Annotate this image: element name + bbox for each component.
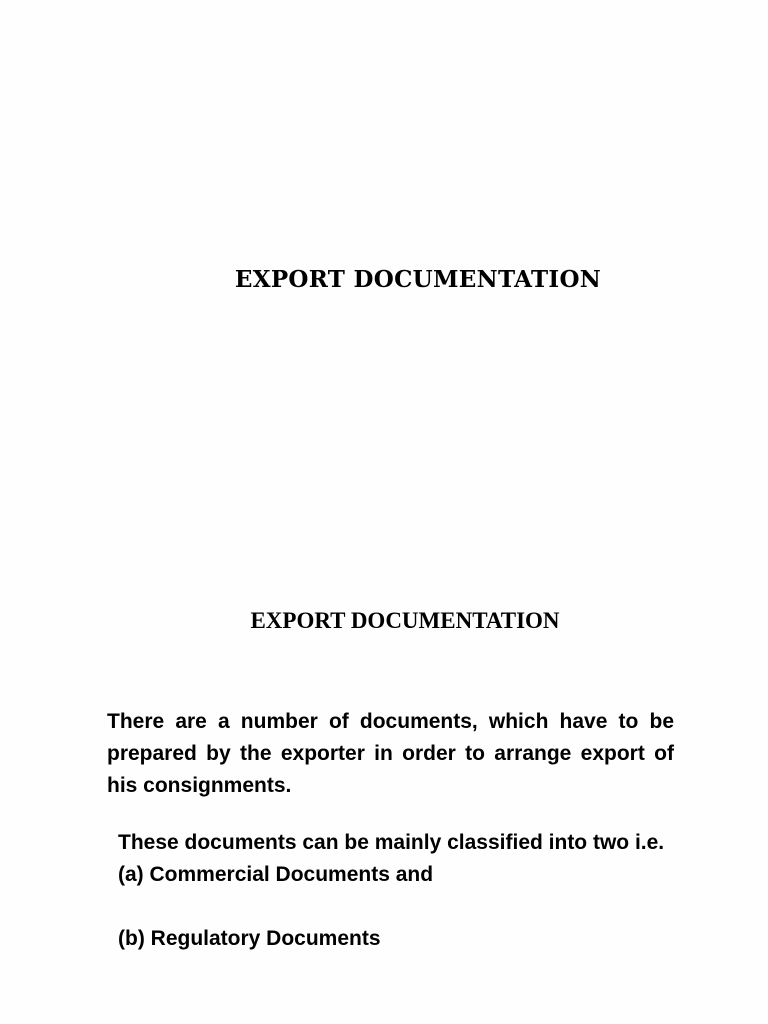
document-title: EXPORT DOCUMENTATION [234,266,602,293]
classification-lead: These documents can be mainly classified into two i.e. [118,831,665,854]
classification-item-regulatory: (b) Regulatory Documents [118,927,381,950]
section-heading: EXPORT DOCUMENTATION [250,608,560,633]
classification-item-commercial: (a) Commercial Documents and [118,863,434,886]
classification-list [118,827,664,955]
intro-paragraph: There are a number of documents, which have to be prepared by the exporter in order to arrange export of his consignments. [107,710,674,797]
